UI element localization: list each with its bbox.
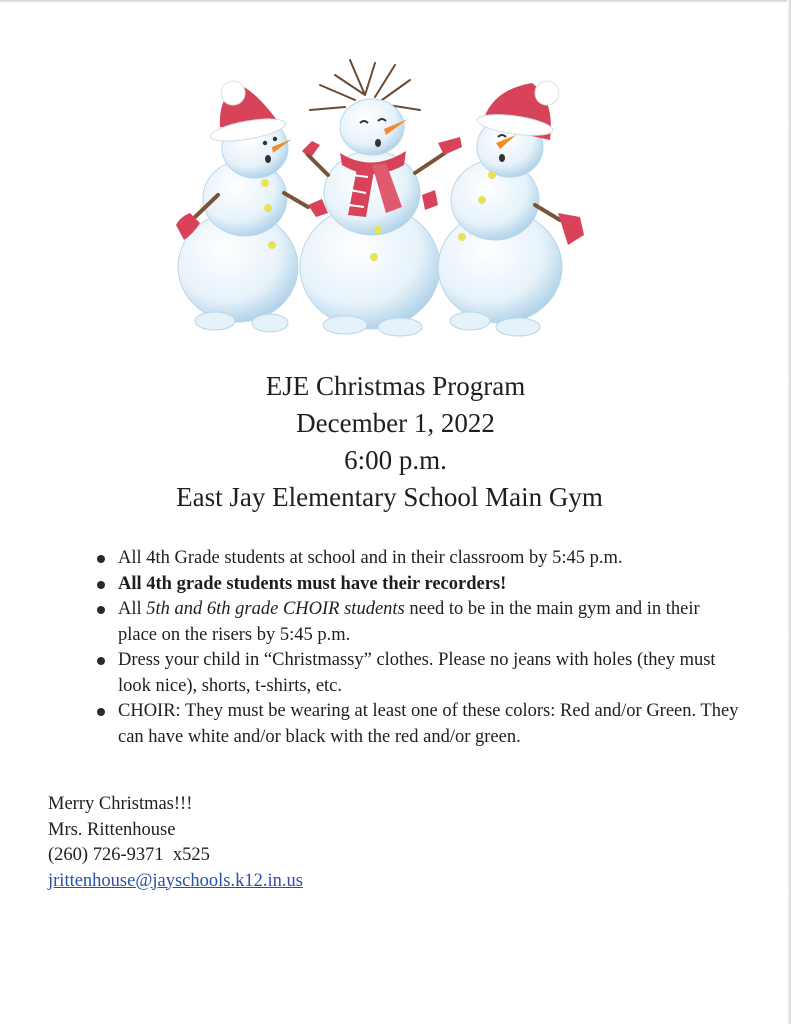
snowman-middle	[300, 60, 462, 336]
signer-phone: (260) 726-9371 x525	[48, 845, 210, 865]
instruction-item: Dress your child in “Christmassy” clothes. Please no jeans with holes (they must look nice), shorts, t-shirts, etc.	[93, 648, 743, 699]
instruction-item: CHOIR: They must be wearing at least one of these colors: Red and/or Green. They can have white and/or black with the red and/or green.	[93, 699, 743, 750]
snowman-left	[176, 81, 328, 332]
instruction-item-bold: All 4th grade students must have their recorders!	[93, 572, 743, 598]
program-location: East Jay Elementary School Main Gym	[176, 482, 603, 512]
instruction-item: All 4th Grade students at school and in their classroom by 5:45 p.m.	[93, 546, 743, 572]
instruction-emphasis: 5th and 6th grade CHOIR students	[146, 599, 405, 619]
snowman-right	[438, 81, 584, 336]
instruction-text: All	[118, 599, 147, 619]
program-date: December 1, 2022	[296, 408, 495, 438]
snowmen-illustration	[160, 55, 600, 345]
program-title: EJE Christmas Program	[265, 371, 526, 401]
instruction-text: need to be in the main gym and in their place on the risers by 5:45 p.m.	[118, 599, 700, 645]
signer-email-link[interactable]: jrittenhouse@jayschools.k12.in.us	[48, 870, 303, 891]
program-header	[0, 368, 791, 516]
scan-edge-top	[0, 0, 791, 3]
instructions-list	[93, 546, 743, 750]
program-time: 6:00 p.m.	[344, 445, 447, 475]
signer-name: Mrs. Rittenhouse	[48, 819, 176, 840]
closing-greeting: Merry Christmas!!!	[48, 794, 193, 814]
instruction-item	[93, 597, 743, 648]
closing-signature	[48, 792, 303, 894]
